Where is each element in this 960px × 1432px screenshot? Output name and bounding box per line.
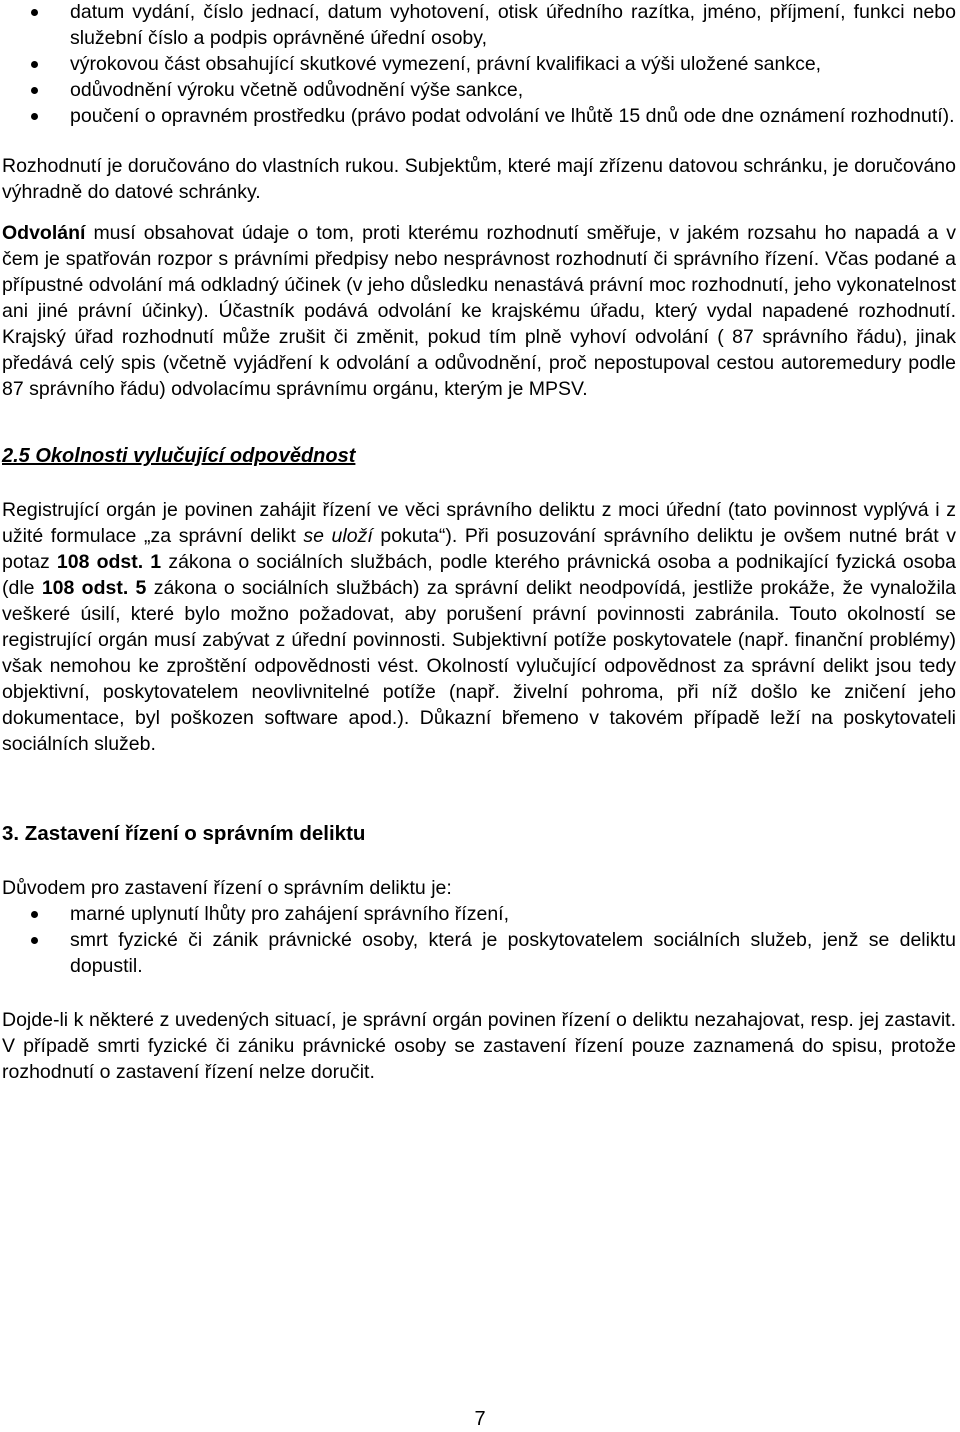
section-heading-2-5: 2.5 Okolnosti vylučující odpovědnost <box>2 445 356 467</box>
appeal-text: musí obsahovat údaje o tom, proti kterému rozhodnutí směřuje, v jakém rozsahu ho napadá a v čem je spatřován rozpor s právními předpisy nebo nesprávnost rozhodnutí či správního řízení. Včas podané a přípustné odvolání má odkladný účinek (v jeho důsledku nenastává právní moc rozhodnutí, jeho vykonatelnost ani jiné právní účinky). Účastník podává odvolání ke krajskému úřadu, který vydal napadené rozhodnutí. Krajský úřad rozhodnutí může zrušit či změnit, pokud tím plně vyhoví odvolání ( 87 správního řádu), jinak předává celý spis (včetně vyjádření k odvolání a odůvodnění, proč nepostupoval cestou autoremedury podle 87 správního řádu) odvolacímu správnímu orgánu, kterým je MPSV. <box>2 222 956 400</box>
requirements-list <box>2 0 956 129</box>
delivery-paragraph: Rozhodnutí je doručováno do vlastních rukou. Subjektům, které mají zřízenu datovou schránku, je doručováno výhradně do datové schránky. <box>2 155 956 203</box>
page-number: 7 <box>474 1408 486 1430</box>
appeal-paragraph <box>2 220 956 402</box>
circumstances-paragraph: Registrující orgán je povinen zahájit řízení ve věci správního deliktu z moci úřední (tato povinnost vyplývá i z užité formulace „za správní delikt se uloží pokuta“). Při posuzování správního deliktu je ovšem nutné brát v potaz 108 odst. 1 zákona o sociálních službách, podle kterého právnická osoba a podnikající fyzická osoba (dle 108 odst. 5 zákona o sociálních službách) za správní delikt neodpovídá, jestliže prokáže, že vynaložila veškeré úsilí, které bylo možno požadovat, aby porušení právní povinnosti zabránila. Touto okolností se registrující orgán musí zabývat z úřední povinnosti. Subjektivní potíže poskytovatele (např. finanční problémy) však nemohou ke zproštění odpovědnosti vést. Okolností vylučující odpovědnost za správní delikt jsou tedy objektivní, poskytovatelem neovlivnitelné potíže (např. živelní pohroma, při níž došlo ke zničení jeho dokumentace, byl poškozen software apod.). Důkazní břemeno v takovém případě leží na poskytovateli sociálních služeb. <box>2 499 957 755</box>
list-item: marné uplynutí lhůty pro zahájení správního řízení, <box>2 901 956 927</box>
section-heading-3: 3. Zastavení řízení o správním deliktu <box>2 822 366 845</box>
list-item: odůvodnění výroku včetně odůvodnění výše sankce, <box>2 77 956 103</box>
bullet-icon <box>31 9 38 16</box>
bullet-icon <box>31 937 38 944</box>
bullet-icon <box>31 113 38 120</box>
termination-reasons-list <box>2 901 956 979</box>
appeal-lead: Odvolání <box>2 222 86 244</box>
list-item: datum vydání, číslo jednací, datum vyhotovení, otisk úředního razítka, jméno, příjmení, funkci nebo služební číslo a podpis oprávněné úřední osoby, <box>2 0 956 51</box>
termination-intro: Důvodem pro zastavení řízení o správním deliktu je: <box>2 877 452 899</box>
list-item: smrt fyzické či zánik právnické osoby, která je poskytovatelem sociálních služeb, jenž se deliktu dopustil. <box>2 927 956 979</box>
termination-paragraph: Dojde-li k některé z uvedených situací, je správní orgán povinen řízení o deliktu nezahajovat, resp. jej zastavit. V případě smrti fyzické či zániku právnické osoby se zastavení řízení pouze zaznamená do spisu, protože rozhodnutí o zastavení řízení nelze doručit. <box>2 1009 956 1083</box>
document-page <box>2 0 956 1085</box>
list-item: poučení o opravném prostředku (právo podat odvolání ve lhůtě 15 dnů ode dne oznámení rozhodnutí). <box>2 103 956 129</box>
bullet-icon <box>31 911 38 918</box>
list-item: výrokovou část obsahující skutkové vymezení, právní kvalifikaci a výši uložené sankce, <box>2 51 956 77</box>
bullet-icon <box>31 61 38 68</box>
bullet-icon <box>31 87 38 94</box>
